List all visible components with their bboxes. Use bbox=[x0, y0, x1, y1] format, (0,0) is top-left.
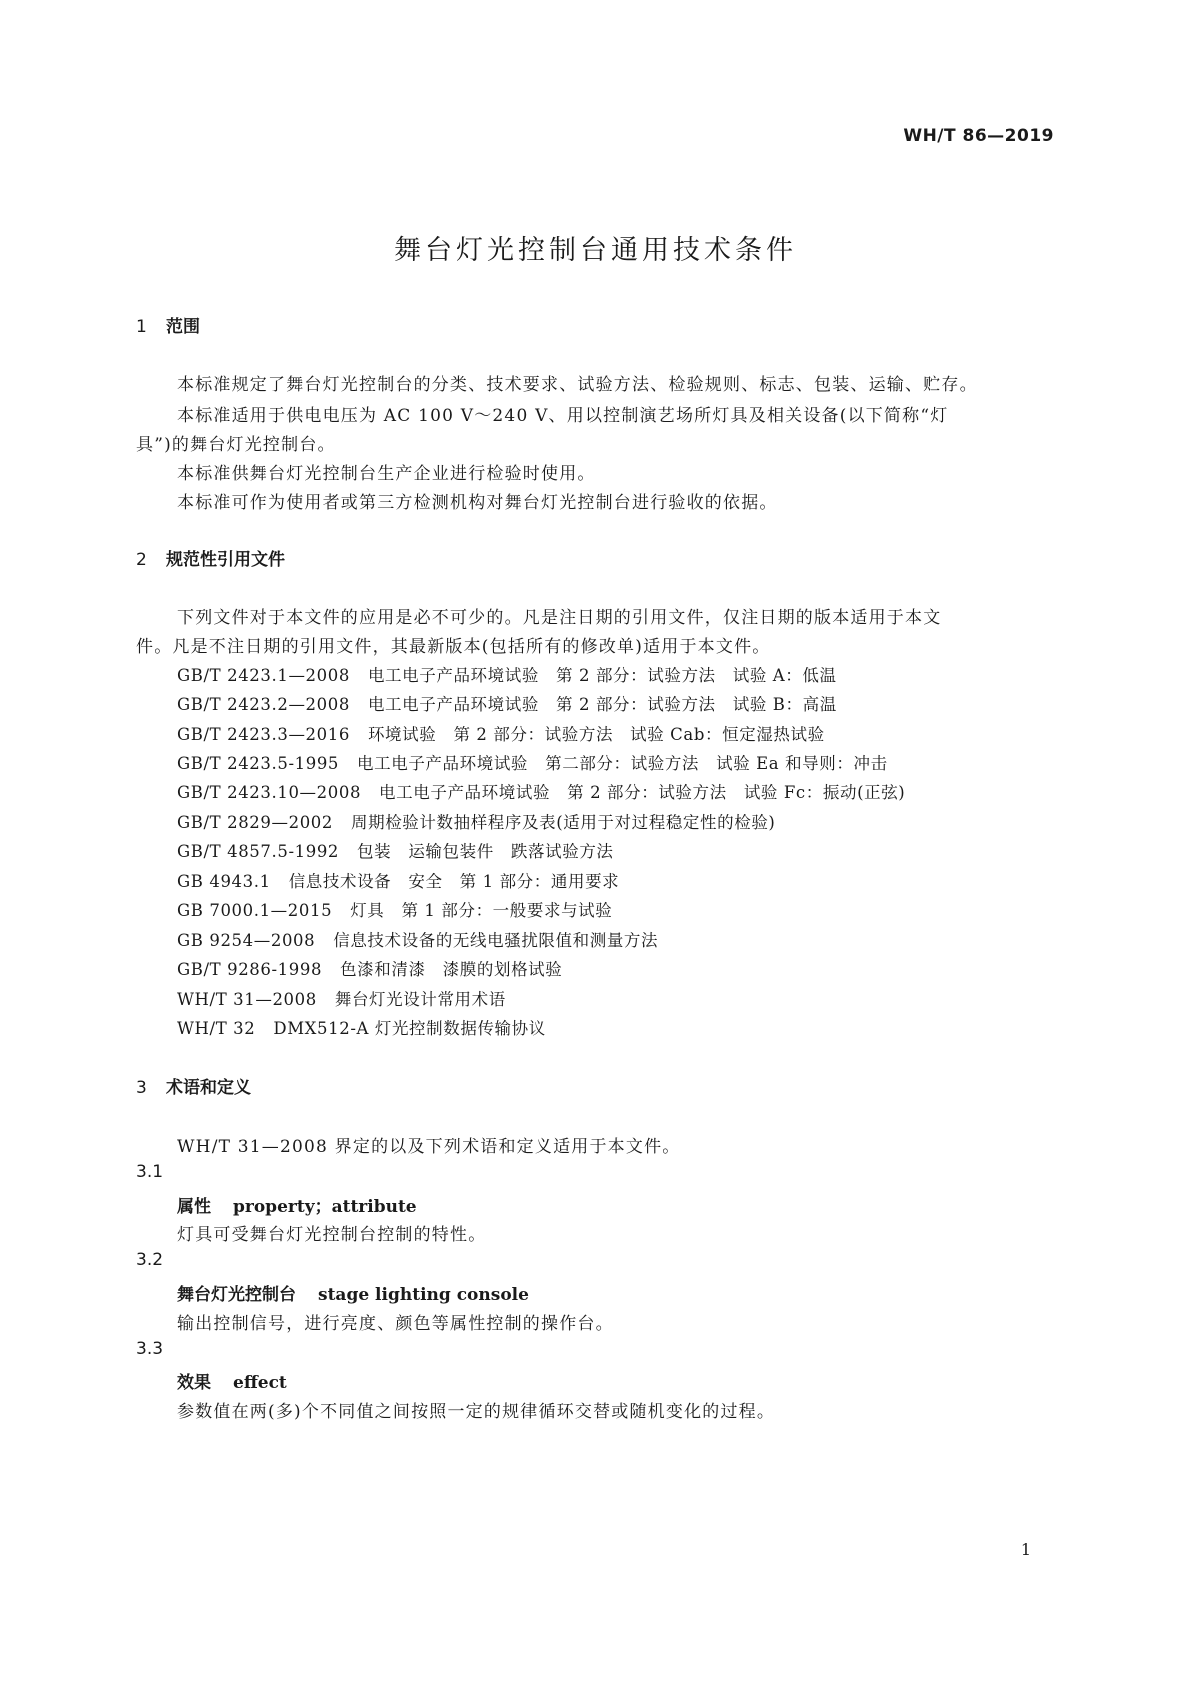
reference-item bbox=[177, 956, 562, 980]
section-2-heading bbox=[136, 545, 285, 570]
reference-title: 舞台灯光设计常用术语 bbox=[334, 990, 506, 1009]
section-title: 范围 bbox=[166, 317, 200, 337]
reference-title: 包装 运输包装件 跌落试验方法 bbox=[357, 842, 614, 861]
reference-item bbox=[177, 779, 905, 803]
document-code: WH/T 86—2019 bbox=[903, 126, 1054, 146]
reference-code: GB 4943.1 bbox=[177, 872, 271, 891]
section-number: 2 bbox=[136, 550, 147, 570]
term-en: stage lighting console bbox=[318, 1285, 529, 1305]
reference-item bbox=[177, 691, 837, 715]
reference-title: 电工电子产品环境试验 第 2 部分：试验方法 试验 Fc：振动(正弦) bbox=[379, 783, 906, 802]
reference-item bbox=[177, 662, 837, 686]
term-zh: 效果 bbox=[177, 1373, 211, 1393]
reference-item bbox=[177, 721, 825, 745]
reference-code: GB/T 9286-1998 bbox=[177, 960, 323, 979]
paragraph-continuation: 件。凡是不注日期的引用文件，其最新版本(包括所有的修改单)适用于本文件。 bbox=[136, 637, 771, 657]
term-definition: 参数值在两(多)个不同值之间按照一定的规律循环交替或随机变化的过程。 bbox=[177, 1402, 776, 1422]
term-definition: 输出控制信号，进行亮度、颜色等属性控制的操作台。 bbox=[177, 1314, 614, 1334]
reference-item bbox=[177, 927, 658, 951]
paragraph: WH/T 31—2008 界定的以及下列术语和定义适用于本文件。 bbox=[177, 1137, 681, 1157]
reference-code: GB 7000.1—2015 bbox=[177, 901, 333, 920]
section-3-heading bbox=[136, 1073, 251, 1098]
reference-title: 周期检验计数抽样程序及表(适用于对过程稳定性的检验) bbox=[351, 813, 776, 832]
reference-title: 信息技术设备 安全 第 1 部分：通用要求 bbox=[288, 872, 620, 891]
section-1-heading bbox=[136, 312, 200, 337]
reference-code: GB 9254—2008 bbox=[177, 931, 316, 950]
reference-title: 信息技术设备的无线电骚扰限值和测量方法 bbox=[333, 931, 659, 950]
reference-code: GB/T 2423.2—2008 bbox=[177, 695, 350, 714]
paragraph: 本标准规定了舞台灯光控制台的分类、技术要求、试验方法、检验规则、标志、包装、运输、贮存。 bbox=[177, 375, 978, 395]
section-title: 术语和定义 bbox=[166, 1078, 251, 1098]
term-heading bbox=[177, 1368, 287, 1393]
reference-code: GB/T 4857.5-1992 bbox=[177, 842, 340, 861]
term-number: 3.2 bbox=[136, 1250, 164, 1270]
term-zh: 属性 bbox=[177, 1197, 211, 1217]
page-number: 1 bbox=[1020, 1540, 1031, 1559]
document-title: 舞台灯光控制台通用技术条件 bbox=[394, 235, 797, 266]
paragraph: 本标准供舞台灯光控制台生产企业进行检验时使用。 bbox=[177, 464, 596, 484]
paragraph-continuation: 具”)的舞台灯光控制台。 bbox=[136, 435, 336, 455]
section-title: 规范性引用文件 bbox=[166, 550, 285, 570]
term-en: effect bbox=[233, 1373, 287, 1393]
section-number: 1 bbox=[136, 317, 147, 337]
term-number: 3.3 bbox=[136, 1339, 164, 1359]
reference-title: 环境试验 第 2 部分：试验方法 试验 Cab：恒定湿热试验 bbox=[367, 725, 825, 744]
reference-code: GB/T 2829—2002 bbox=[177, 813, 333, 832]
reference-title: 色漆和清漆 漆膜的划格试验 bbox=[340, 960, 563, 979]
reference-code: GB/T 2423.10—2008 bbox=[177, 783, 362, 802]
term-number: 3.1 bbox=[136, 1162, 164, 1182]
reference-title: 电工电子产品环境试验 第 2 部分：试验方法 试验 B：高温 bbox=[367, 695, 837, 714]
section-number: 3 bbox=[136, 1078, 147, 1098]
reference-title: DMX512-A 灯光控制数据传输协议 bbox=[273, 1019, 546, 1038]
reference-code: WH/T 31—2008 bbox=[177, 990, 317, 1009]
reference-item bbox=[177, 809, 775, 833]
term-en: property；attribute bbox=[233, 1197, 417, 1217]
reference-code: GB/T 2423.5-1995 bbox=[177, 754, 340, 773]
reference-item bbox=[177, 897, 612, 921]
reference-item bbox=[177, 986, 506, 1010]
reference-code: WH/T 32 bbox=[177, 1019, 256, 1038]
reference-title: 电工电子产品环境试验 第二部分：试验方法 试验 Ea 和导则：冲击 bbox=[357, 754, 888, 773]
reference-title: 电工电子产品环境试验 第 2 部分：试验方法 试验 A：低温 bbox=[367, 666, 837, 685]
paragraph: 下列文件对于本文件的应用是必不可少的。凡是注日期的引用文件，仅注日期的版本适用于本文 bbox=[177, 608, 942, 628]
reference-item bbox=[177, 750, 888, 774]
reference-item bbox=[177, 868, 619, 892]
term-zh: 舞台灯光控制台 bbox=[177, 1285, 296, 1305]
term-heading bbox=[177, 1280, 529, 1305]
reference-item bbox=[177, 838, 614, 862]
reference-code: GB/T 2423.1—2008 bbox=[177, 666, 350, 685]
reference-item bbox=[177, 1015, 546, 1039]
reference-title: 灯具 第 1 部分：一般要求与试验 bbox=[350, 901, 613, 920]
term-heading bbox=[177, 1192, 417, 1217]
paragraph: 本标准可作为使用者或第三方检测机构对舞台灯光控制台进行验收的依据。 bbox=[177, 493, 778, 513]
reference-code: GB/T 2423.3—2016 bbox=[177, 725, 350, 744]
paragraph: 本标准适用于供电电压为 AC 100 V～240 V、用以控制演艺场所灯具及相关设备(以下简称“灯 bbox=[177, 406, 949, 426]
term-definition: 灯具可受舞台灯光控制台控制的特性。 bbox=[177, 1225, 487, 1245]
